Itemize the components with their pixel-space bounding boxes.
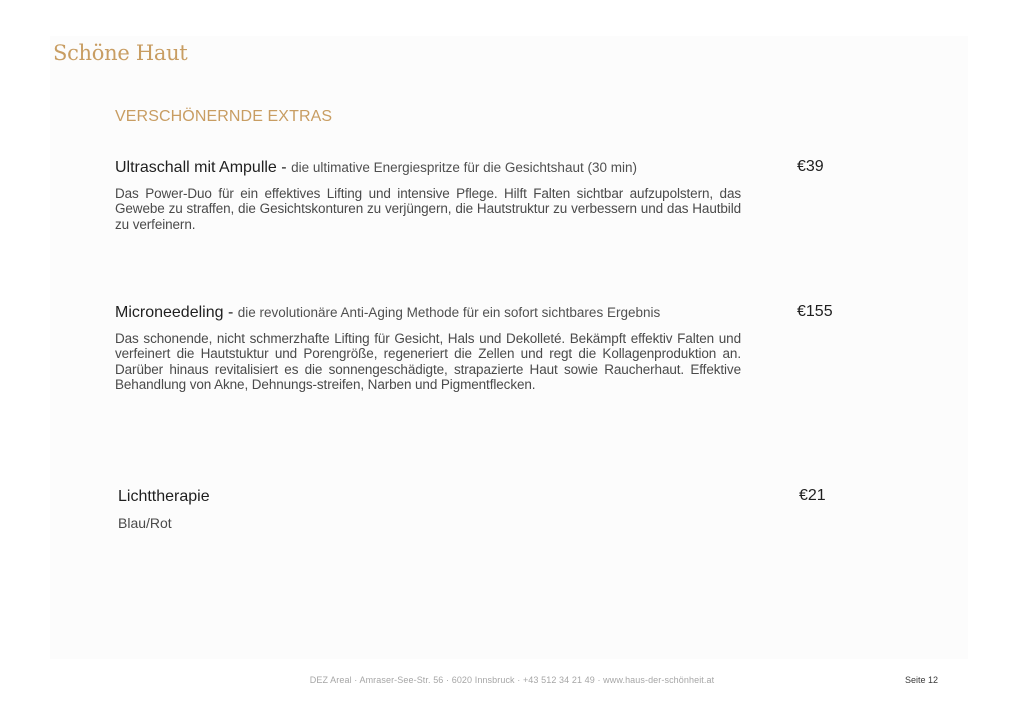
treatment-item-lichttherapie bbox=[118, 487, 744, 531]
treatment-heading bbox=[118, 487, 744, 507]
treatment-tagline: die revolutionäre Anti-Aging Methode für ein sofort sichtbares Ergebnis bbox=[237, 305, 661, 320]
treatment-heading bbox=[115, 158, 741, 178]
treatment-name: Lichttherapie bbox=[118, 488, 210, 505]
treatment-name: Microneedeling - bbox=[115, 304, 234, 321]
section-title: VERSCHÖNERNDE EXTRAS bbox=[115, 108, 333, 125]
treatment-item-ultraschall bbox=[115, 158, 741, 232]
treatment-price: €155 bbox=[797, 303, 833, 320]
treatment-price: €21 bbox=[799, 487, 826, 504]
page-title: Schöne Haut bbox=[53, 41, 188, 65]
treatment-description: Das schonende, nicht schmerzhafte Lifting für Gesicht, Hals und Dekolleté. Bekämpft effektiv Falten und verfeinert die Hautstuktur und Porengröße, regeneriert die Zellen und regt die Kollagenproduktion an. Darüber hinaus revitalisiert es die sonnengeschädigte, strapazierte Haut sowie Raucherhaut. Effektive Behandlung von Akne, Dehnungs-streifen, Narben und Pigmentflecken. bbox=[115, 331, 741, 393]
treatment-name: Ultraschall mit Ampulle - bbox=[115, 159, 287, 176]
treatment-subtitle: Blau/Rot bbox=[118, 515, 172, 531]
treatment-price: €39 bbox=[797, 158, 824, 175]
treatment-tagline: die ultimative Energiespritze für die Gesichtshaut (30 min) bbox=[291, 160, 637, 175]
treatment-item-microneedeling bbox=[115, 303, 741, 393]
page-number: Seite 12 bbox=[905, 675, 939, 685]
footer-address: DEZ Areal · Amraser-See-Str. 56 · 6020 Innsbruck · +43 512 34 21 49 · www.haus-der-schönheit.at bbox=[309, 675, 715, 685]
treatment-heading bbox=[115, 303, 741, 323]
treatment-description: Das Power-Duo für ein effektives Lifting und intensive Pflege. Hilft Falten sichtbar aufzupolstern, das Gewebe zu straffen, die Gesichtskonturen zu verjüngern, die Hautstruktur zu verbessern und das Hautbild zu verfeinern. bbox=[115, 186, 741, 232]
